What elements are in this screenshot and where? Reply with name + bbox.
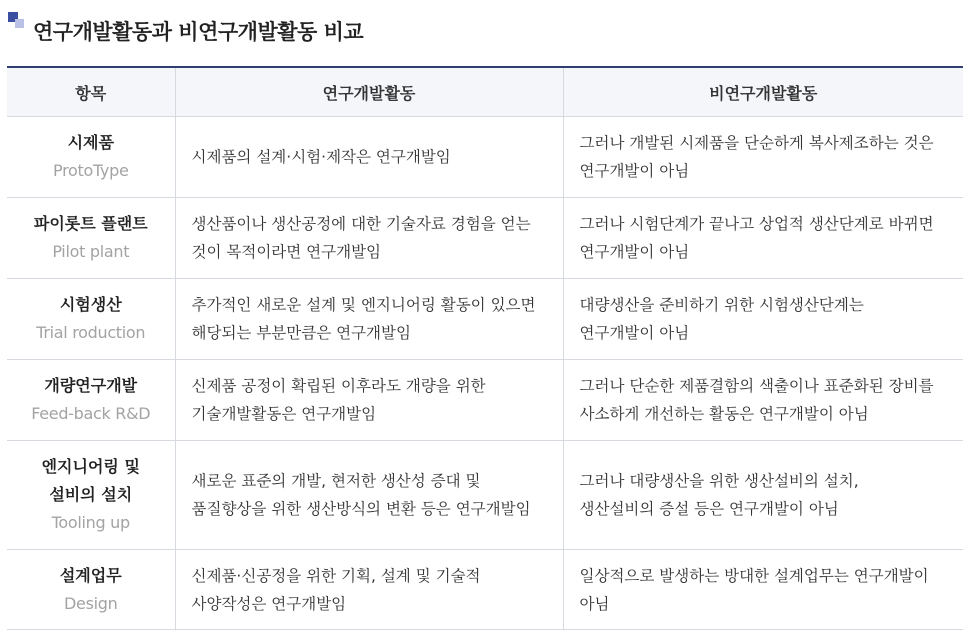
rnd-text-line: 품질향상을 위한 생산방식의 변환 등은 연구개발임 [191,500,531,518]
item-cell [7,550,175,630]
non-rnd-text-line: 대량생산을 준비하기 위한 시험생산단계는 [579,296,864,314]
non-rnd-text-line: 그러나 개발된 시제품을 단순하게 복사제조하는 것은 [579,134,934,152]
non-rnd-cell [563,441,963,550]
item-english-name: Feed-back R&D [31,404,151,423]
table-row [7,550,963,630]
non-rnd-cell [563,117,963,198]
rnd-cell [175,550,563,630]
item-cell [7,117,175,198]
rnd-text-line: 사양작성은 연구개발임 [191,594,347,613]
rnd-cell [175,360,563,441]
non-rnd-text-line: 사소하게 개선하는 활동은 연구개발이 아님 [579,405,869,423]
non-rnd-cell [563,360,963,441]
item-english-name: Design [64,593,118,613]
header-item: 항목 [7,67,175,117]
table-row [7,279,963,360]
rnd-text-line: 신제품·신공정을 위한 기획, 설계 및 기술적 [191,566,481,585]
rnd-text-line: 생산품이나 생산공정에 대한 기술자료 경험을 얻는 [191,215,531,233]
item-english-name: Tooling up [51,513,130,532]
non-rnd-text-line: 생산설비의 증설 등은 연구개발이 아님 [579,500,839,518]
non-rnd-text-line: 그러나 대량생산을 위한 생산설비의 설치, [579,472,859,490]
item-name: 파이롯트 플랜트 [33,214,148,233]
rnd-cell [175,198,563,279]
table-row [7,117,963,198]
rnd-cell [175,117,563,198]
page-title: 연구개발활동과 비연구개발활동 비교 [33,20,364,44]
rnd-cell [175,279,563,360]
item-name: 설계업무 [59,565,122,585]
comparison-table [7,66,963,630]
title-bullet-icon [8,12,24,28]
item-name: 시제품 [67,133,114,152]
item-cell [7,441,175,550]
item-cell [7,198,175,279]
non-rnd-cell [563,198,963,279]
rnd-text-line: 신제품 공정이 확립된 이후라도 개량을 위한 [191,377,486,395]
non-rnd-text-line: 연구개발이 아님 [579,324,690,342]
non-rnd-cell [563,279,963,360]
non-rnd-cell [563,550,963,630]
item-cell [7,360,175,441]
item-name: 설비의 설치 [49,485,133,504]
item-english-name: ProtoType [53,161,129,180]
rnd-text-line: 기술개발활동은 연구개발임 [191,405,377,423]
rnd-text-line: 추가적인 새로운 설계 및 엔지니어링 활동이 있으면 [191,296,536,314]
item-english-name: Trial roduction [36,323,146,342]
item-name: 개량연구개발 [44,376,138,395]
non-rnd-text-line: 그러나 시험단계가 끝나고 상업적 생산단계로 바뀌면 [579,215,934,233]
table-row [7,198,963,279]
item-name: 엔지니어링 및 [41,457,140,476]
rnd-text-line: 시제품의 설계·시험·제작은 연구개발임 [191,148,451,166]
header-non-rnd: 비연구개발활동 [563,67,963,117]
item-name: 시험생산 [59,295,122,314]
header-rnd: 연구개발활동 [175,67,563,117]
item-english-name: Pilot plant [52,242,130,261]
non-rnd-text-line: 아님 [579,594,610,613]
non-rnd-text-line: 연구개발이 아님 [579,162,690,180]
table-header-row [7,67,963,117]
non-rnd-text-line: 그러나 단순한 제품결함의 색출이나 표준화된 장비를 [579,377,934,395]
page-header [0,0,971,66]
non-rnd-text-line: 연구개발이 아님 [579,243,690,261]
table-row [7,360,963,441]
rnd-text-line: 것이 목적이라면 연구개발임 [191,243,382,261]
rnd-text-line: 해당되는 부분만큼은 연구개발임 [191,324,411,342]
non-rnd-text-line: 일상적으로 발생하는 방대한 설계업무는 연구개발이 [579,566,929,585]
rnd-cell [175,441,563,550]
item-cell [7,279,175,360]
rnd-text-line: 새로운 표준의 개발, 현저한 생산성 증대 및 [191,472,481,490]
table-row [7,441,963,550]
